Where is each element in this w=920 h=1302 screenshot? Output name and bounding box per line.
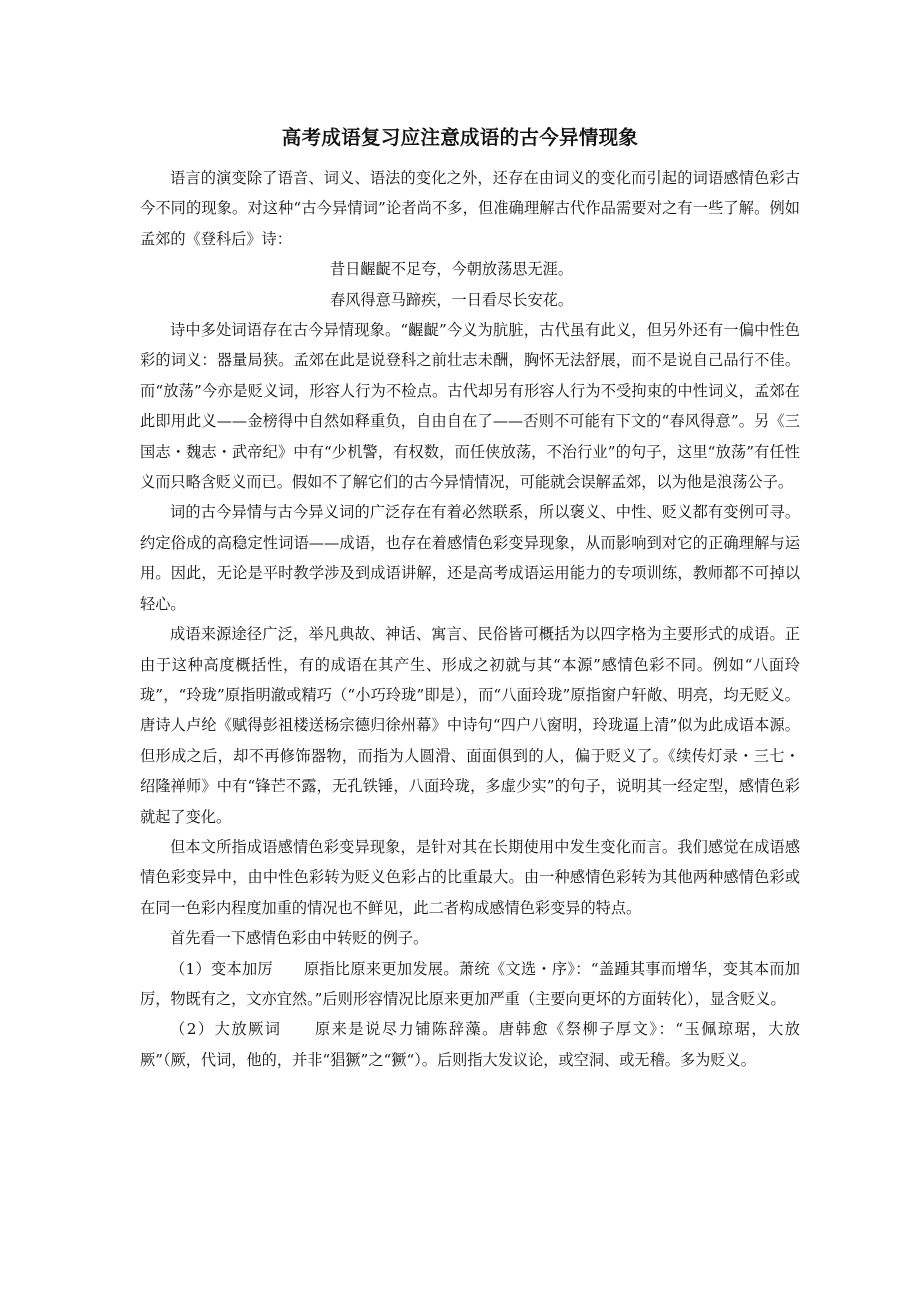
example-item-2: （2）大放厥词 原来是说尽力铺陈辞藻。唐韩愈《祭柳子厚文》：“玉佩琼琚，大放厥”（厥，代词，他的，并非“猖獗”之“獗“）。后则指大发议论，或空洞、或无稽。多为贬义。 [140,1020,800,1069]
intro-paragraph: 语言的演变除了语音、词义、语法的变化之外，还存在由词义的变化而引起的词语感情色彩古今不同的现象。对这种“古今异情词”论者尚不多，但准确理解古代作品需要对之有一些了解。例如孟郊的《登科后》诗： [140,169,800,248]
paragraph: 诗中多处词语存在古今异情现象。“齷齪”今义为肮脏，古代虽有此义，但另外还有一偏中性色彩的词义：器量局狭。孟郊在此是说登科之前壮志未酬，胸怀无法舒展，而不是说自己品行不佳。而“放荡”今亦是贬义词，形容人行为不检点。古代却另有形容人行为不受拘束的中性词义，孟郊在此即用此义——金榜得中自然如释重负，自由自在了——否则不可能有下文的“春风得意”。另《三国志・魏志・武帝纪》中有“少机警，有权数，而任侠放荡，不治行业”的句子，这里“放荡”有任性义而只略含贬义而已。假如不了解它们的古今异情情况，可能就会误解孟郊，以为他是浪荡公子。 [140,321,800,492]
page-title: 高考成语复习应注意成语的古今异情现象 [281,126,639,149]
paragraph: 成语来源途径广泛，举凡典故、神话、寓言、民俗皆可概括为以四字格为主要形式的成语。正由于这种高度概括性，有的成语在其产生、形成之初就与其“本源”感情色彩不同。例如“八面玲珑”，“玲珑”原指明澈或精巧（“小巧玲珑”即是），而“八面玲珑”原指窗户轩敞、明亮，均无贬义。唐诗人卢纶《赋得彭祖楼送杨宗德归徐州幕》中诗句“四户八窗明，玲珑逼上清”似为此成语本源。但形成之后，却不再修饰器物，而指为人圆滑、面面俱到的人，偏于贬义了。《续传灯录・三七・绍隆禅师》中有“锋芒不露，无孔铁锤，八面玲珑，多虚少实”的句子，说明其一经定型，感情色彩就起了变化。 [140,625,800,826]
paragraph: 词的古今异情与古今异义词的广泛存在有着必然联系，所以褒义、中性、贬义都有变例可寻。约定俗成的高稳定性词语——成语，也存在着感情色彩变异现象，从而影响到对它的正确理解与运用。因此，无论是平时教学涉及到成语讲解，还是高考成语运用能力的专项训练，教师都不可掉以轻心。 [140,503,800,613]
document-body [140,163,800,1075]
example-item-1: （1）变本加厉 原指比原来更加发展。萧统《文选・序》：“盖踵其事而增华，变其本而加厉，物既有之，文亦宜然。”后则形容情况比原来更加严重（主要向更坏的方面转化），显含贬义。 [140,959,800,1008]
poem-line-2: 春风得意马蹄疾，一日看尽长安花。 [330,290,573,309]
poem-line-1: 昔日齷齪不足夸，今朝放荡思无涯。 [330,260,573,279]
paragraph: 但本文所指成语感情色彩变异现象，是针对其在长期使用中发生变化而言。我们感觉在成语感情色彩变异中，由中性色彩转为贬义色彩占的比重最大。由一种感情色彩转为其他两种感情色彩或在同一色彩内程度加重的情况也不鲜见，此二者构成感情色彩变异的特点。 [140,837,800,917]
paragraph: 首先看一下感情色彩由中转贬的例子。 [170,929,429,948]
